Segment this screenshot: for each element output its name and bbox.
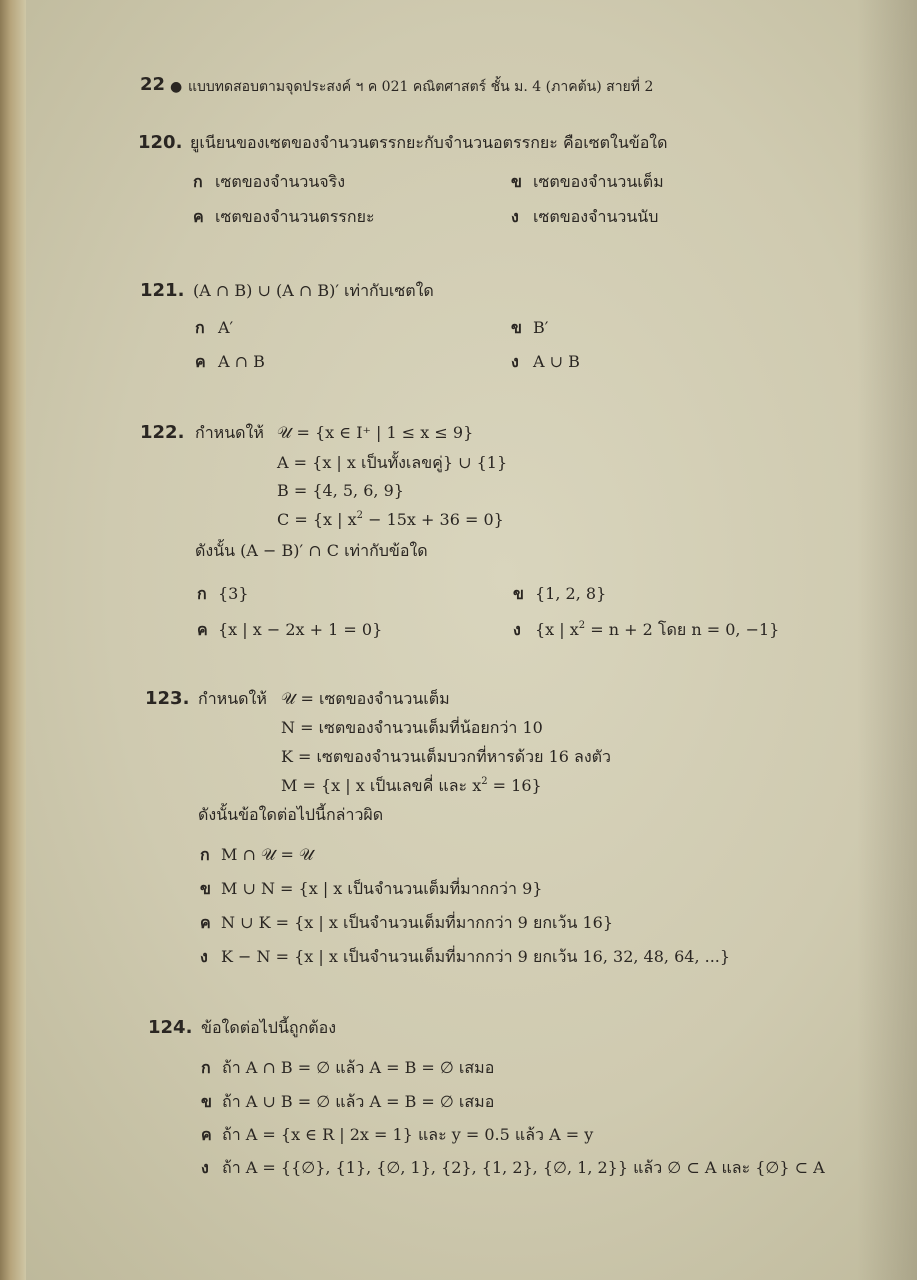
q122-question: ดังนั้น (A − B)′ ∩ C เท่ากับข้อใด	[195, 541, 428, 560]
q121-number: 121.	[140, 280, 185, 301]
q120-d-text: เซตของจำนวนนับ	[533, 207, 659, 226]
q120-c-text: เซตของจำนวนตรรกยะ	[215, 207, 375, 226]
q122-intro: กำหนดให้	[195, 423, 264, 442]
page-edge-shadow	[857, 0, 917, 1280]
q121-text: (A ∩ B) ∪ (A ∩ B)′ เท่ากับเซตใด	[193, 281, 434, 300]
q122-b-label: ข	[513, 584, 524, 603]
q124-d-text: ถ้า A = {{∅}, {1}, {∅, 1}, {2}, {1, 2}, {∅, 1, 2}} แล้ว ∅ ⊂ A และ {∅} ⊂ A	[222, 1158, 825, 1177]
q123-b-label: ข	[200, 879, 211, 898]
q123-question: ดังนั้นข้อใดต่อไปนี้กล่าวผิด	[198, 805, 384, 824]
q123-a-text: M ∩ 𝒰 = 𝒰	[221, 845, 314, 864]
q120-a-label: ก	[193, 172, 203, 191]
q121-b-label: ข	[511, 318, 522, 337]
q122-universe-def: 𝒰 = {x ∈ I⁺ | 1 ≤ x ≤ 9}	[277, 423, 474, 442]
q123-set-m-def: M = {x | x เป็นเลขคี่ และ $x^2 = 16$}	[281, 776, 542, 795]
q123-intro: กำหนดให้	[198, 689, 267, 708]
q120-a-text: เซตของจำนวนจริง	[215, 172, 346, 191]
q122-d-label: ง	[513, 620, 521, 639]
q123-c-label: ค	[200, 913, 211, 932]
q122-set-c-def: C = {x | $x^2 - 15x + 36 = 0$}	[277, 510, 504, 529]
q123-b-text: M ∪ N = {x | x เป็นจำนวนเต็มที่มากกว่า 9}	[221, 879, 543, 898]
q121-d-text: A ∪ B	[533, 352, 580, 371]
q122-b-text: {1, 2, 8}	[535, 584, 607, 603]
q124-b-text: ถ้า A ∪ B = ∅ แล้ว A = B = ∅ เสมอ	[222, 1092, 495, 1111]
q121-c-label: ค	[195, 352, 206, 371]
q124-c-text: ถ้า A = {x ∈ R | 2x = 1} และ y = 0.5 แล้ว A = y	[222, 1125, 594, 1144]
q123-set-n-def: N = เซตของจำนวนเต็มที่น้อยกว่า 10	[281, 718, 543, 737]
q122-a-text: {3}	[218, 584, 249, 603]
q120-number: 120.	[138, 132, 183, 153]
q122-a-label: ก	[197, 584, 207, 603]
q123-universe-def: 𝒰 = เซตของจำนวนเต็ม	[281, 689, 450, 708]
book-spine-shadow	[0, 0, 26, 1280]
q120-b-text: เซตของจำนวนเต็ม	[533, 172, 664, 191]
header-bullet: ●	[170, 79, 183, 95]
q122-d-text: {x | $x^2 = n + 2$ โดย n = 0, −1}	[535, 620, 780, 639]
q122-c-label: ค	[197, 620, 208, 639]
q121-a-text: A′	[218, 318, 234, 337]
q123-d-label: ง	[200, 947, 208, 966]
q124-d-label: ง	[201, 1158, 209, 1177]
q122-set-a-def: A = {x | x เป็นทั้งเลขคู่} ∪ {1}	[277, 453, 508, 472]
q124-text: ข้อใดต่อไปนี้ถูกต้อง	[201, 1018, 337, 1037]
q121-c-text: A ∩ B	[218, 352, 265, 371]
q122-c-text: {x | x − 2x + 1 = 0}	[218, 620, 383, 639]
q123-c-text: N ∪ K = {x | x เป็นจำนวนเต็มที่มากกว่า 9 ยกเว้น 16}	[221, 913, 614, 932]
q121-d-label: ง	[511, 352, 519, 371]
q124-b-label: ข	[201, 1092, 212, 1111]
q124-c-label: ค	[201, 1125, 212, 1144]
q123-d-text: K − N = {x | x เป็นจำนวนเต็มที่มากกว่า 9 ยกเว้น 16, 32, 48, 64, ...}	[221, 947, 731, 966]
page-number: 22	[140, 74, 166, 95]
q122-number: 122.	[140, 422, 185, 443]
q120-c-label: ค	[193, 207, 204, 226]
q121-a-label: ก	[195, 318, 205, 337]
q123-set-k-def: K = เซตของจำนวนเต็มบวกที่หารด้วย 16 ลงตัว	[281, 747, 612, 766]
q120-d-label: ง	[511, 207, 519, 226]
header-title: แบบทดสอบตามจุดประสงค์ ฯ ค 021 คณิตศาสตร์ ชั้น ม. 4 (ภาคต้น) สายที่ 2	[188, 79, 654, 95]
q123-a-label: ก	[200, 845, 210, 864]
q121-b-text: B′	[533, 318, 549, 337]
q124-number: 124.	[148, 1017, 193, 1038]
q120-b-label: ข	[511, 172, 522, 191]
q120-text: ยูเนียนของเซตของจำนวนตรรกยะกับจำนวนอตรรกยะ คือเซตในข้อใด	[190, 133, 668, 152]
q124-a-label: ก	[201, 1058, 211, 1077]
q124-a-text: ถ้า A ∩ B = ∅ แล้ว A = B = ∅ เสมอ	[222, 1058, 495, 1077]
q123-number: 123.	[145, 688, 190, 709]
q122-set-b-def: B = {4, 5, 6, 9}	[277, 481, 404, 500]
